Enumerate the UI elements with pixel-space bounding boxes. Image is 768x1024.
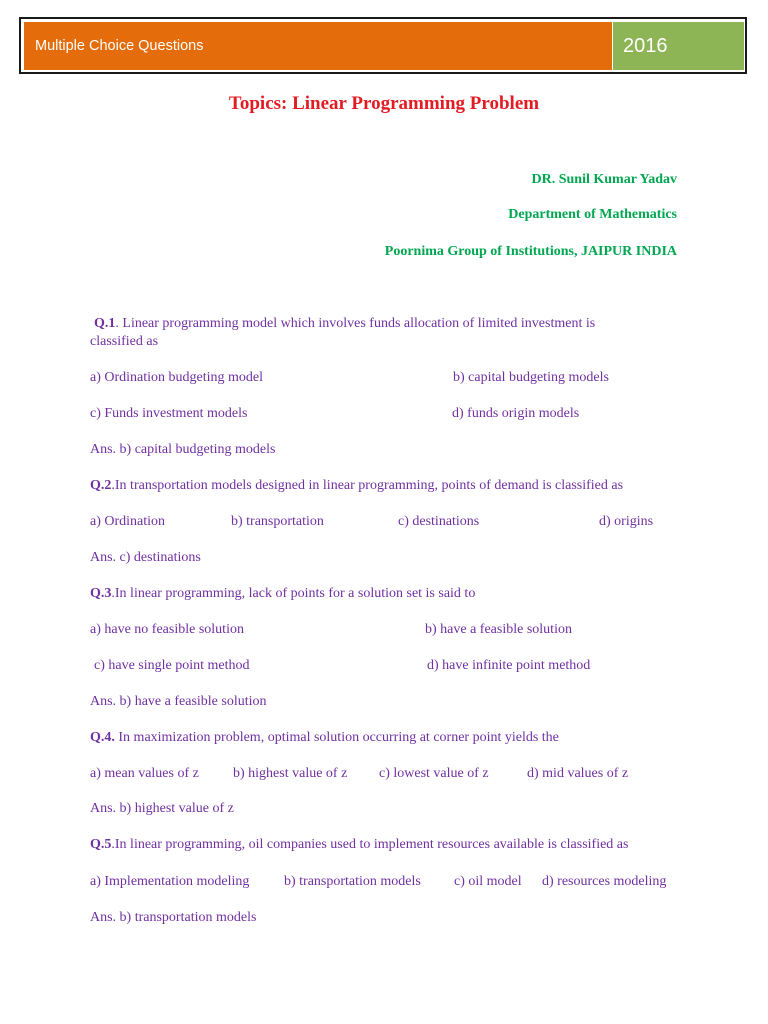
question-text: In maximization problem, optimal solution occurring at corner point yields the xyxy=(114,730,559,745)
author-institution: Poornima Group of Institutions, JAIPUR INDIA xyxy=(384,244,677,259)
option-c: c) destinations xyxy=(398,514,480,529)
header-year: 2016 xyxy=(613,22,744,70)
question-number: Q.1 xyxy=(94,316,116,331)
header-label: Multiple Choice Questions xyxy=(24,22,612,70)
option-d: d) have infinite point method xyxy=(427,658,591,673)
answer: Ans. b) transportation models xyxy=(90,910,257,925)
option-b: b) have a feasible solution xyxy=(425,622,572,637)
question-number: Q.5 xyxy=(90,837,112,852)
question-text: . Linear programming model which involves funds allocation of limited investment is classified as xyxy=(90,316,596,349)
option-d: d) origins xyxy=(599,514,654,529)
question-text: .In linear programming, lack of points for a solution set is said to xyxy=(111,586,476,601)
header-banner xyxy=(19,17,747,74)
option-a: a) Ordination xyxy=(90,514,166,529)
option-b: b) highest value of z xyxy=(233,766,348,781)
option-c: c) have single point method xyxy=(94,658,250,673)
option-d: d) funds origin models xyxy=(452,406,580,421)
question-number: Q.4. xyxy=(90,730,115,745)
answer: Ans. b) have a feasible solution xyxy=(90,694,267,709)
option-d: d) resources modeling xyxy=(542,874,667,889)
option-a: a) mean values of z xyxy=(90,766,199,781)
option-d: d) mid values of z xyxy=(527,766,629,781)
option-b: b) transportation models xyxy=(284,874,421,889)
option-a: a) have no feasible solution xyxy=(90,622,244,637)
answer: Ans. b) capital budgeting models xyxy=(90,442,276,457)
option-b: b) capital budgeting models xyxy=(453,370,609,385)
question-5 xyxy=(90,836,690,854)
option-a: a) Implementation modeling xyxy=(90,874,250,889)
answer: Ans. b) highest value of z xyxy=(90,801,234,816)
author-name: DR. Sunil Kumar Yadav xyxy=(531,172,677,187)
option-c: c) lowest value of z xyxy=(379,766,489,781)
page-title: Topics: Linear Programming Problem xyxy=(228,93,540,114)
option-a: a) Ordination budgeting model xyxy=(90,370,264,385)
question-text: .In transportation models designed in linear programming, points of demand is classified as xyxy=(111,478,624,493)
option-c: c) oil model xyxy=(454,874,522,889)
question-number: Q.3 xyxy=(90,586,112,601)
question-number: Q.2 xyxy=(90,478,112,493)
question-3 xyxy=(90,585,690,603)
option-b: b) transportation xyxy=(231,514,324,529)
question-4 xyxy=(90,729,690,747)
author-department: Department of Mathematics xyxy=(508,207,677,222)
question-1 xyxy=(90,315,650,351)
question-2 xyxy=(90,477,690,495)
option-c: c) Funds investment models xyxy=(90,406,248,421)
answer: Ans. c) destinations xyxy=(90,550,201,565)
question-text: .In linear programming, oil companies used to implement resources available is classified as xyxy=(111,837,629,852)
